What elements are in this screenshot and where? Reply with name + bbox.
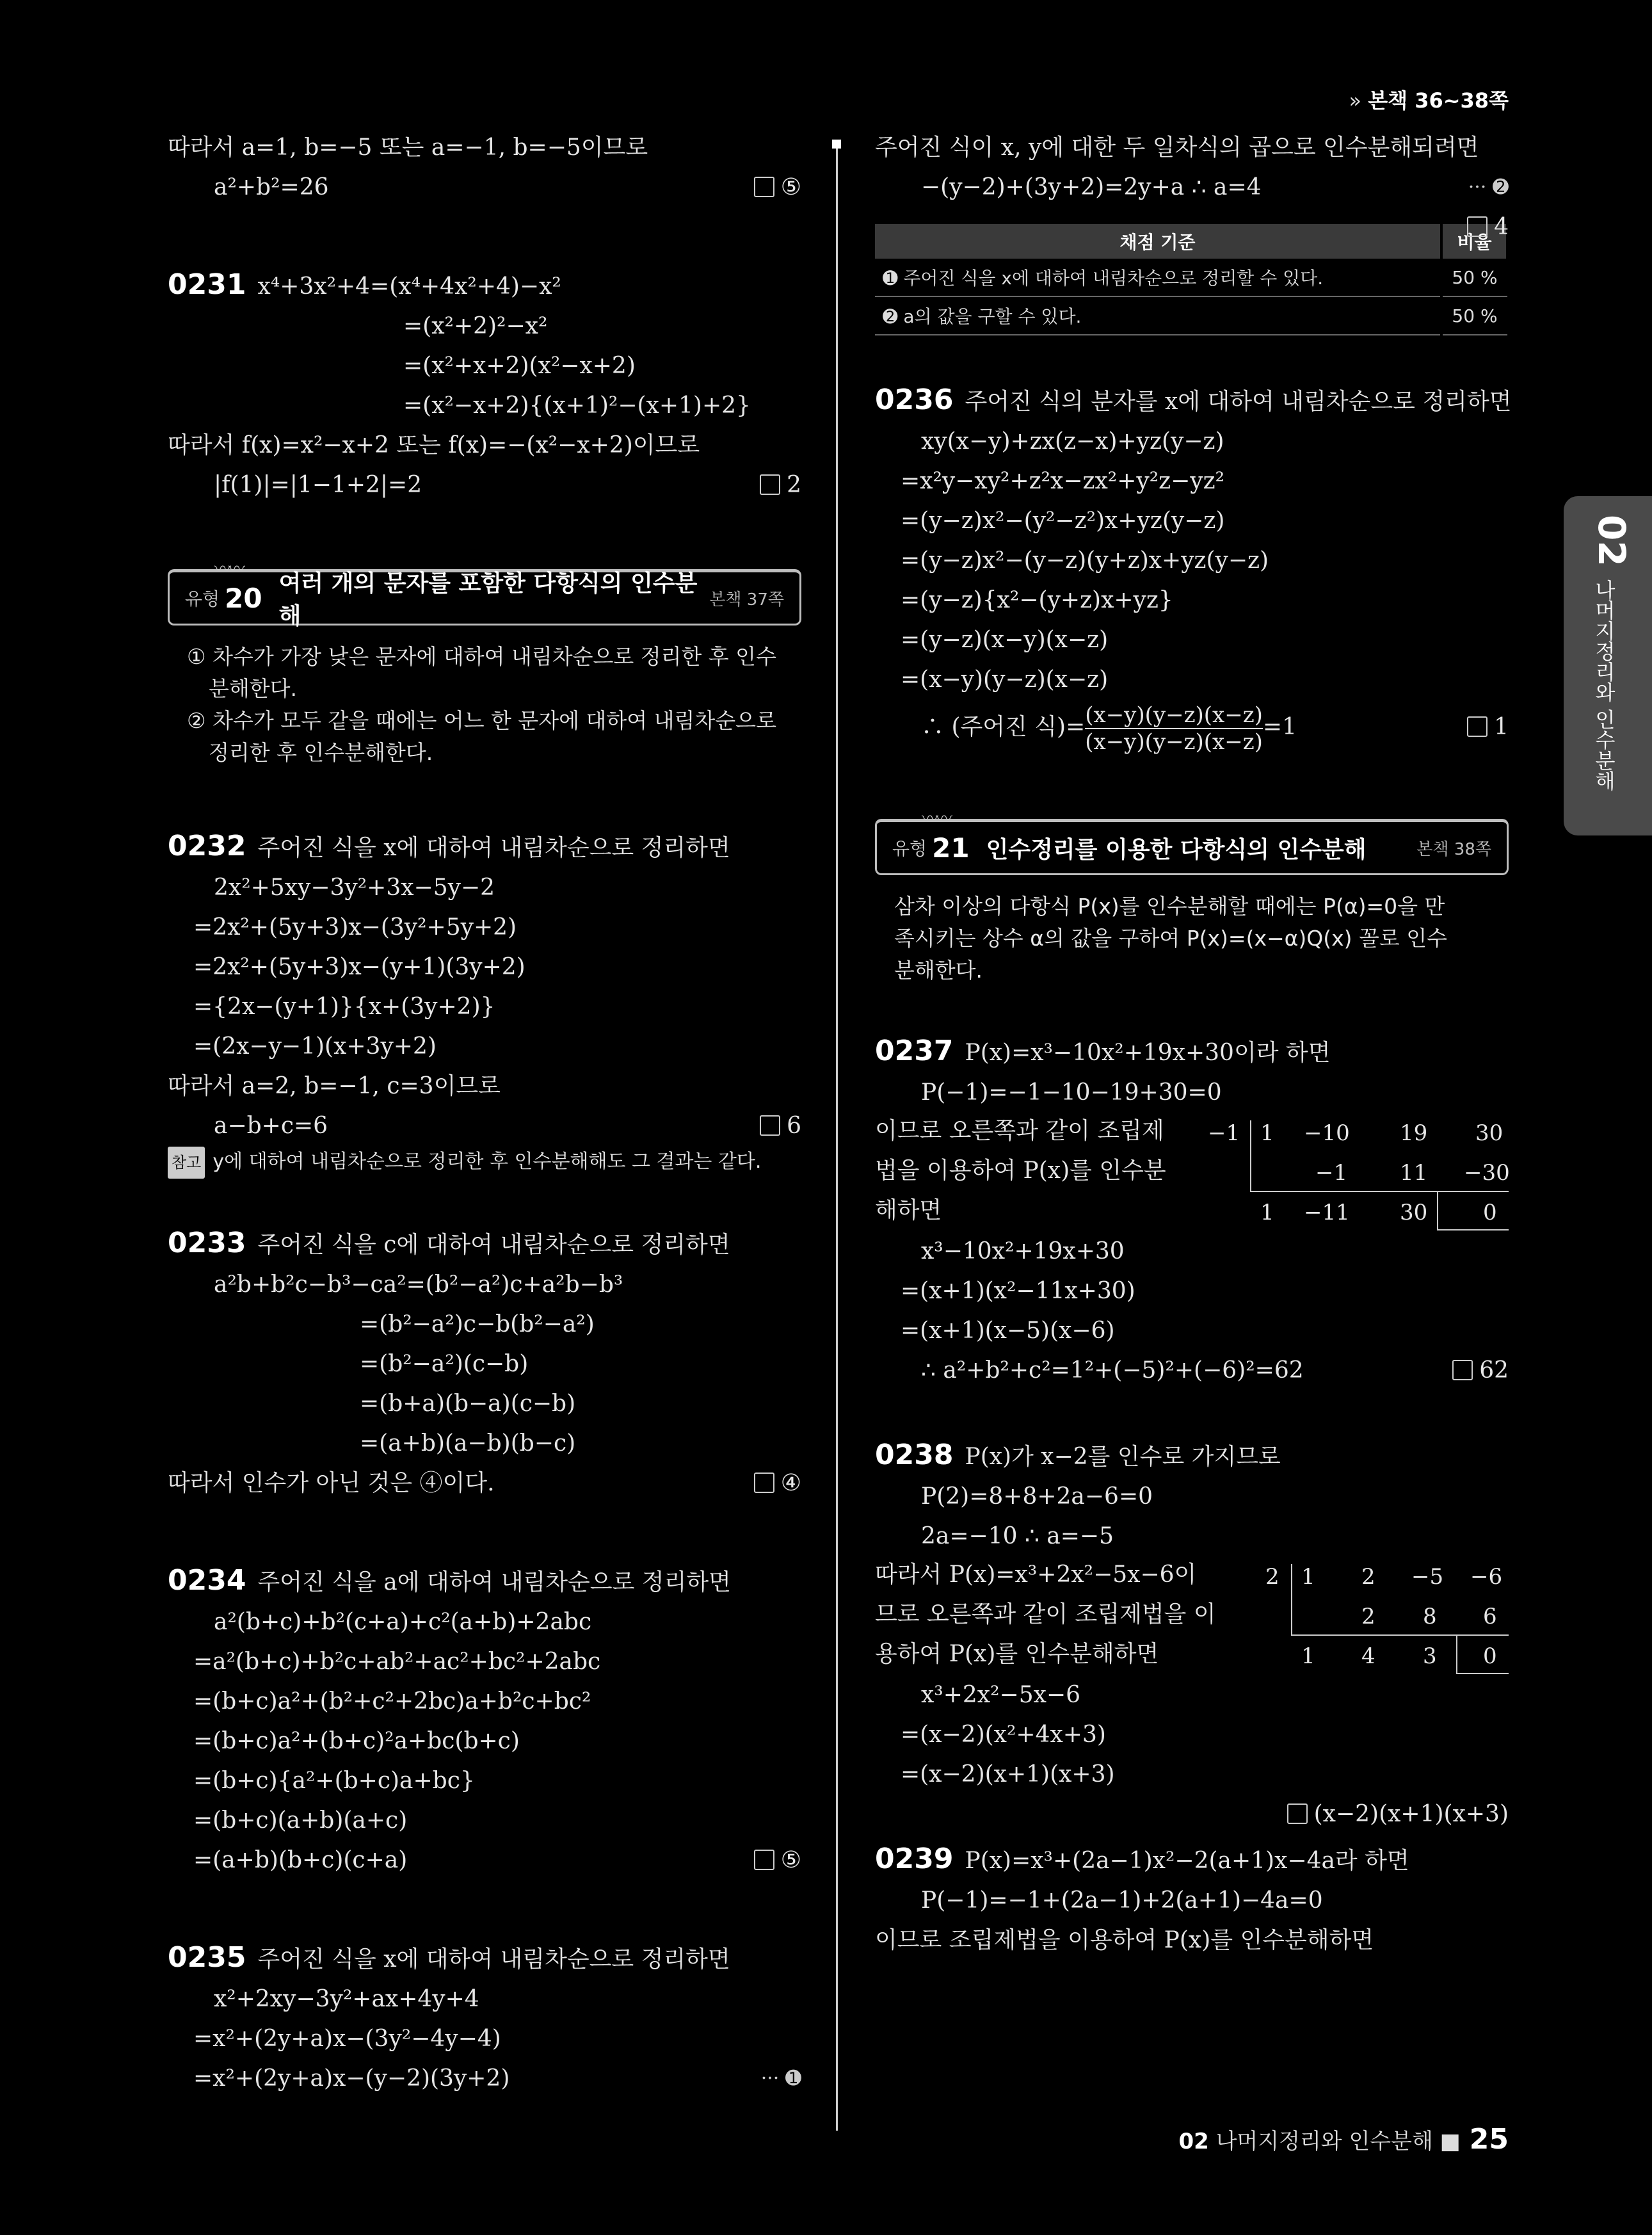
- math-line: =(b+c)a²+(b²+c²+2bc)a+b²c+bc²: [193, 1688, 591, 1715]
- problem-line: 0233 주어진 식을 c에 대하여 내림차순으로 정리하면: [168, 1227, 730, 1259]
- answer-icon: [1452, 1360, 1473, 1380]
- step-marker: ··· ➊: [760, 2067, 801, 2090]
- math-line: =(x+1)(x²−11x+30): [901, 1278, 1135, 1304]
- math-line: P(−1)=−1−10−19+30=0: [921, 1079, 1222, 1106]
- synthetic-division-block: [875, 1556, 1509, 1675]
- math-line: =(x−2)(x²+4x+3): [901, 1722, 1106, 1748]
- math-line: =2x²+(5y+3)x−(3y²+5y+2): [193, 914, 517, 940]
- answer: 2: [760, 465, 801, 505]
- answer-icon: [754, 1850, 774, 1870]
- answer: 6: [760, 1106, 801, 1146]
- answer: 1: [1467, 700, 1509, 755]
- answer: ④: [754, 1464, 801, 1503]
- math-line: −(y−2)+(3y+2)=2y+a ∴ a=4 ··· ➋: [875, 168, 1509, 207]
- math-line: =(a+b)(b+c)(c+a) ⑤: [168, 1841, 801, 1880]
- problem-line: 0236 주어진 식의 분자를 x에 대하여 내림차순으로 정리하면: [875, 383, 1512, 416]
- math-line: x²+2xy−3y²+ax+4y+4: [214, 1986, 479, 2012]
- math-line: a²b+b²c−b³−ca²=(b²−a²)c+a²b−b³: [214, 1271, 623, 1298]
- text-line: 용하여 P(x)를 인수분해하면: [875, 1641, 1159, 1667]
- answer-icon: [754, 177, 774, 197]
- answer-icon: [1467, 716, 1488, 737]
- math-line: =x²+(2y+a)x−(y−2)(3y+2) ··· ➊: [168, 2059, 801, 2099]
- math-line: =(2x−y−1)(x+3y+2): [193, 1033, 437, 1060]
- table-row: ➋ a의 값을 구할 수 있다. 50 %: [875, 296, 1507, 335]
- math-line: =(x−2)(x+1)(x+3): [901, 1761, 1115, 1787]
- type-21-header: 〰〰 유형 21 인수정리를 이용한 다항식의 인수분해 본책 38쪽: [875, 819, 1509, 875]
- answer: ⑤: [754, 168, 801, 207]
- chapter-side-tab: [1564, 496, 1652, 835]
- problem-line: 0231 x⁴+3x²+4=(x⁴+4x²+4)−x²: [168, 268, 561, 301]
- math-line: =(x+1)(x−5)(x−6): [901, 1318, 1115, 1344]
- answer: (x−2)(x+1)(x+3): [1287, 1795, 1509, 1834]
- criteria-header: 채점 기준: [875, 224, 1441, 259]
- problem-line: 0237 P(x)=x³−10x²+19x+30이라 하면: [875, 1035, 1331, 1067]
- math-line: =(a+b)(a−b)(b−c): [360, 1430, 576, 1456]
- synthetic-division-table: 2 1 2 −5 −6 2 8 6 1 4 3 0: [1265, 1556, 1509, 1675]
- math-line: a²(b+c)+b²(c+a)+c²(a+b)+2abc: [214, 1609, 592, 1635]
- math-line: 2x²+5xy−3y²+3x−5y−2: [214, 875, 495, 901]
- scoring-criteria-table: [875, 224, 1509, 335]
- math-line: P(2)=8+8+2a−6=0: [921, 1483, 1153, 1510]
- result-line: a²+b²=26 ⑤: [168, 168, 801, 207]
- math-line: =(b+a)(b−a)(c−b): [360, 1391, 576, 1417]
- math-line: =2x²+(5y+3)x−(y+1)(3y+2): [193, 954, 525, 980]
- math-line: =a²(b+c)+b²c+ab²+ac²+bc²+2abc: [193, 1649, 601, 1675]
- math-line: =(b+c)a²+(b+c)²a+bc(b+c): [193, 1728, 520, 1754]
- math-line: ={2x−(y+1)}{x+(3y+2)}: [193, 994, 495, 1020]
- answer: 4: [1467, 207, 1509, 247]
- math-line: x³−10x²+19x+30: [921, 1238, 1125, 1264]
- problem-0234: [168, 1561, 801, 1880]
- math-line: =(b+c){a²+(b+c)a+bc}: [193, 1768, 475, 1794]
- answer: ⑤: [754, 1841, 801, 1880]
- text-line: 이므로 조립제법을 이용하여 P(x)를 인수분해하면: [875, 1927, 1374, 1953]
- answer-icon: [754, 1473, 774, 1493]
- problem-0233: [168, 1223, 801, 1503]
- page-number: 25: [1469, 2123, 1509, 2156]
- math-line: =(b²−a²)c−b(b²−a²): [360, 1311, 595, 1337]
- result-line: |f(1)|=|1−1+2|=2 2: [168, 465, 801, 505]
- math-line: 2a=−10 ∴ a=−5: [921, 1523, 1114, 1549]
- type-20-header: 〰〰 유형 20 여러 개의 문자를 포함한 다항식의 인수분해 본책 37쪽: [168, 569, 801, 625]
- ratio-header: 비율: [1441, 224, 1507, 259]
- answer-icon: [760, 1115, 780, 1136]
- problem-line: 0235 주어진 식을 x에 대하여 내림차순으로 정리하면: [168, 1941, 730, 1974]
- math-line: xy(x−y)+zx(z−x)+yz(y−z): [921, 428, 1224, 455]
- column-divider: [836, 140, 838, 2131]
- math-line: =(y−z)x²−(y²−z²)x+yz(y−z): [901, 508, 1225, 534]
- type-21-section: [875, 809, 1509, 987]
- math-line: =x²y−xy²+z²x−zx²+y²z−yz²: [901, 468, 1225, 494]
- math-line: =(y−z)(x−y)(x−z): [901, 627, 1109, 653]
- problem-line: 0238 P(x)가 x−2를 인수로 가지므로: [875, 1439, 1281, 1471]
- math-line: =(y−z)x²−(y−z)(y+z)x+yz(y−z): [901, 547, 1269, 574]
- right-column: [875, 128, 1512, 1960]
- synthetic-division-table: −1 1 −10 19 30 −1 11 −30 1 −11 30 0: [1208, 1113, 1509, 1232]
- answer: 62: [1452, 1351, 1509, 1391]
- math-line: P(−1)=−1+(2a−1)+2(a+1)−4a=0: [921, 1887, 1323, 1914]
- problem-line: 0239 P(x)=x³+(2a−1)x²−2(a+1)x−4a라 하면: [875, 1843, 1409, 1875]
- math-line: =(x²+2)²−x²: [403, 313, 548, 339]
- type-20-section: [168, 560, 801, 769]
- answer-icon: [1287, 1803, 1308, 1824]
- problem-0237: [875, 1031, 1509, 1391]
- problem-0231: [168, 265, 801, 505]
- column-divider-cap: [832, 140, 841, 149]
- table-row: ➊ 주어진 식을 x에 대하여 내림차순으로 정리할 수 있다. 50 %: [875, 259, 1507, 296]
- fraction-line: ∴ (주어진 식)= $\frac{(x-y)(y-z)(x-z)}{(x-y)(y-z)(x-z)}$ =1 1: [875, 700, 1509, 755]
- text-line: 해하면: [875, 1197, 942, 1223]
- problem-0235: [168, 1938, 801, 2099]
- reference-note: 참고 y에 대하여 내림차순으로 정리한 후 인수분해해도 그 결과는 같다.: [168, 1146, 801, 1179]
- math-line: =(b²−a²)(c−b): [360, 1351, 529, 1377]
- text-line: 법을 이용하여 P(x)를 인수분: [875, 1158, 1166, 1184]
- left-column: [168, 128, 801, 2099]
- answer-icon: [760, 474, 780, 495]
- problem-0232: [168, 827, 801, 1179]
- text-line: 따라서 a=1, b=−5 또는 a=−1, b=−5이므로: [168, 134, 648, 161]
- conclusion-line: 따라서 a=2, b=−1, c=3이므로: [168, 1073, 501, 1099]
- math-line: =(x²−x+2){(x+1)²−(x+1)+2}: [403, 392, 751, 419]
- chapter-title: 나머지정리와 인수분해: [1592, 579, 1616, 791]
- text-line: 이므로 오른쪽과 같이 조립제: [875, 1118, 1164, 1144]
- problem-0236: [875, 380, 1512, 755]
- problem-0238: [875, 1435, 1509, 1827]
- math-line: =(b+c)(a+b)(a+c): [193, 1807, 408, 1834]
- math-line: =(x−y)(y−z)(x−z): [901, 666, 1109, 693]
- type-21-description: 삼차 이상의 다항식 P(x)를 인수분해할 때에는 P(α)=0을 만 족시키는 상수 α의 값을 구하여 P(x)=(x−α)Q(x) 꼴로 인수 분해한다.: [894, 894, 1447, 983]
- type-20-description: ① 차수가 가장 낮은 문자에 대하여 내림차순으로 정리한 후 인수 분해한다. ② 차수가 모두 같을 때에는 어느 한 문자에 대하여 내림차순으로 정리한 후 인수분해한다.: [187, 644, 776, 765]
- math-line: x³+2x²−5x−6: [921, 1682, 1080, 1708]
- conclusion-line: 따라서 f(x)=x²−x+2 또는 f(x)=−(x²−x+2)이므로: [168, 432, 700, 458]
- chapter-number: 02: [1590, 515, 1633, 567]
- zigzag-icon: 〰〰: [214, 560, 243, 579]
- synthetic-division-block: [875, 1113, 1509, 1232]
- step-marker: ··· ➋: [1468, 176, 1509, 198]
- math-line: ∴ a²+b²+c²=1²+(−5)²+(−6)²=62 62: [875, 1351, 1509, 1391]
- text-line: 주어진 식이 x, y에 대한 두 일차식의 곱으로 인수분해되려면: [875, 134, 1479, 161]
- page-footer: 02 나머지정리와 인수분해 ■ 25: [1178, 2123, 1509, 2156]
- text-line: 므로 오른쪽과 같이 조립제법을 이: [875, 1601, 1216, 1627]
- result-line: a−b+c=6 6: [168, 1106, 801, 1146]
- conclusion-line: 따라서 인수가 아닌 것은 ④이다. ④: [168, 1464, 801, 1503]
- text-line: 따라서 P(x)=x³+2x²−5x−6이: [875, 1561, 1197, 1588]
- answer-icon: [1467, 216, 1488, 237]
- math-line: =x²+(2y+a)x−(3y²−4y−4): [193, 2026, 501, 2052]
- top-page-reference: » 본책 36~38쪽: [1349, 88, 1509, 113]
- math-line: =(x²+x+2)(x²−x+2): [403, 353, 636, 379]
- problem-0239: [875, 1839, 1509, 1960]
- problem-line: 0234 주어진 식을 a에 대하여 내림차순으로 정리하면: [168, 1564, 731, 1597]
- problem-line: 0232 주어진 식을 x에 대하여 내림차순으로 정리하면: [168, 830, 730, 862]
- math-line: =(y−z){x²−(y+z)x+yz}: [901, 587, 1173, 613]
- zigzag-icon: 〰〰: [922, 809, 950, 828]
